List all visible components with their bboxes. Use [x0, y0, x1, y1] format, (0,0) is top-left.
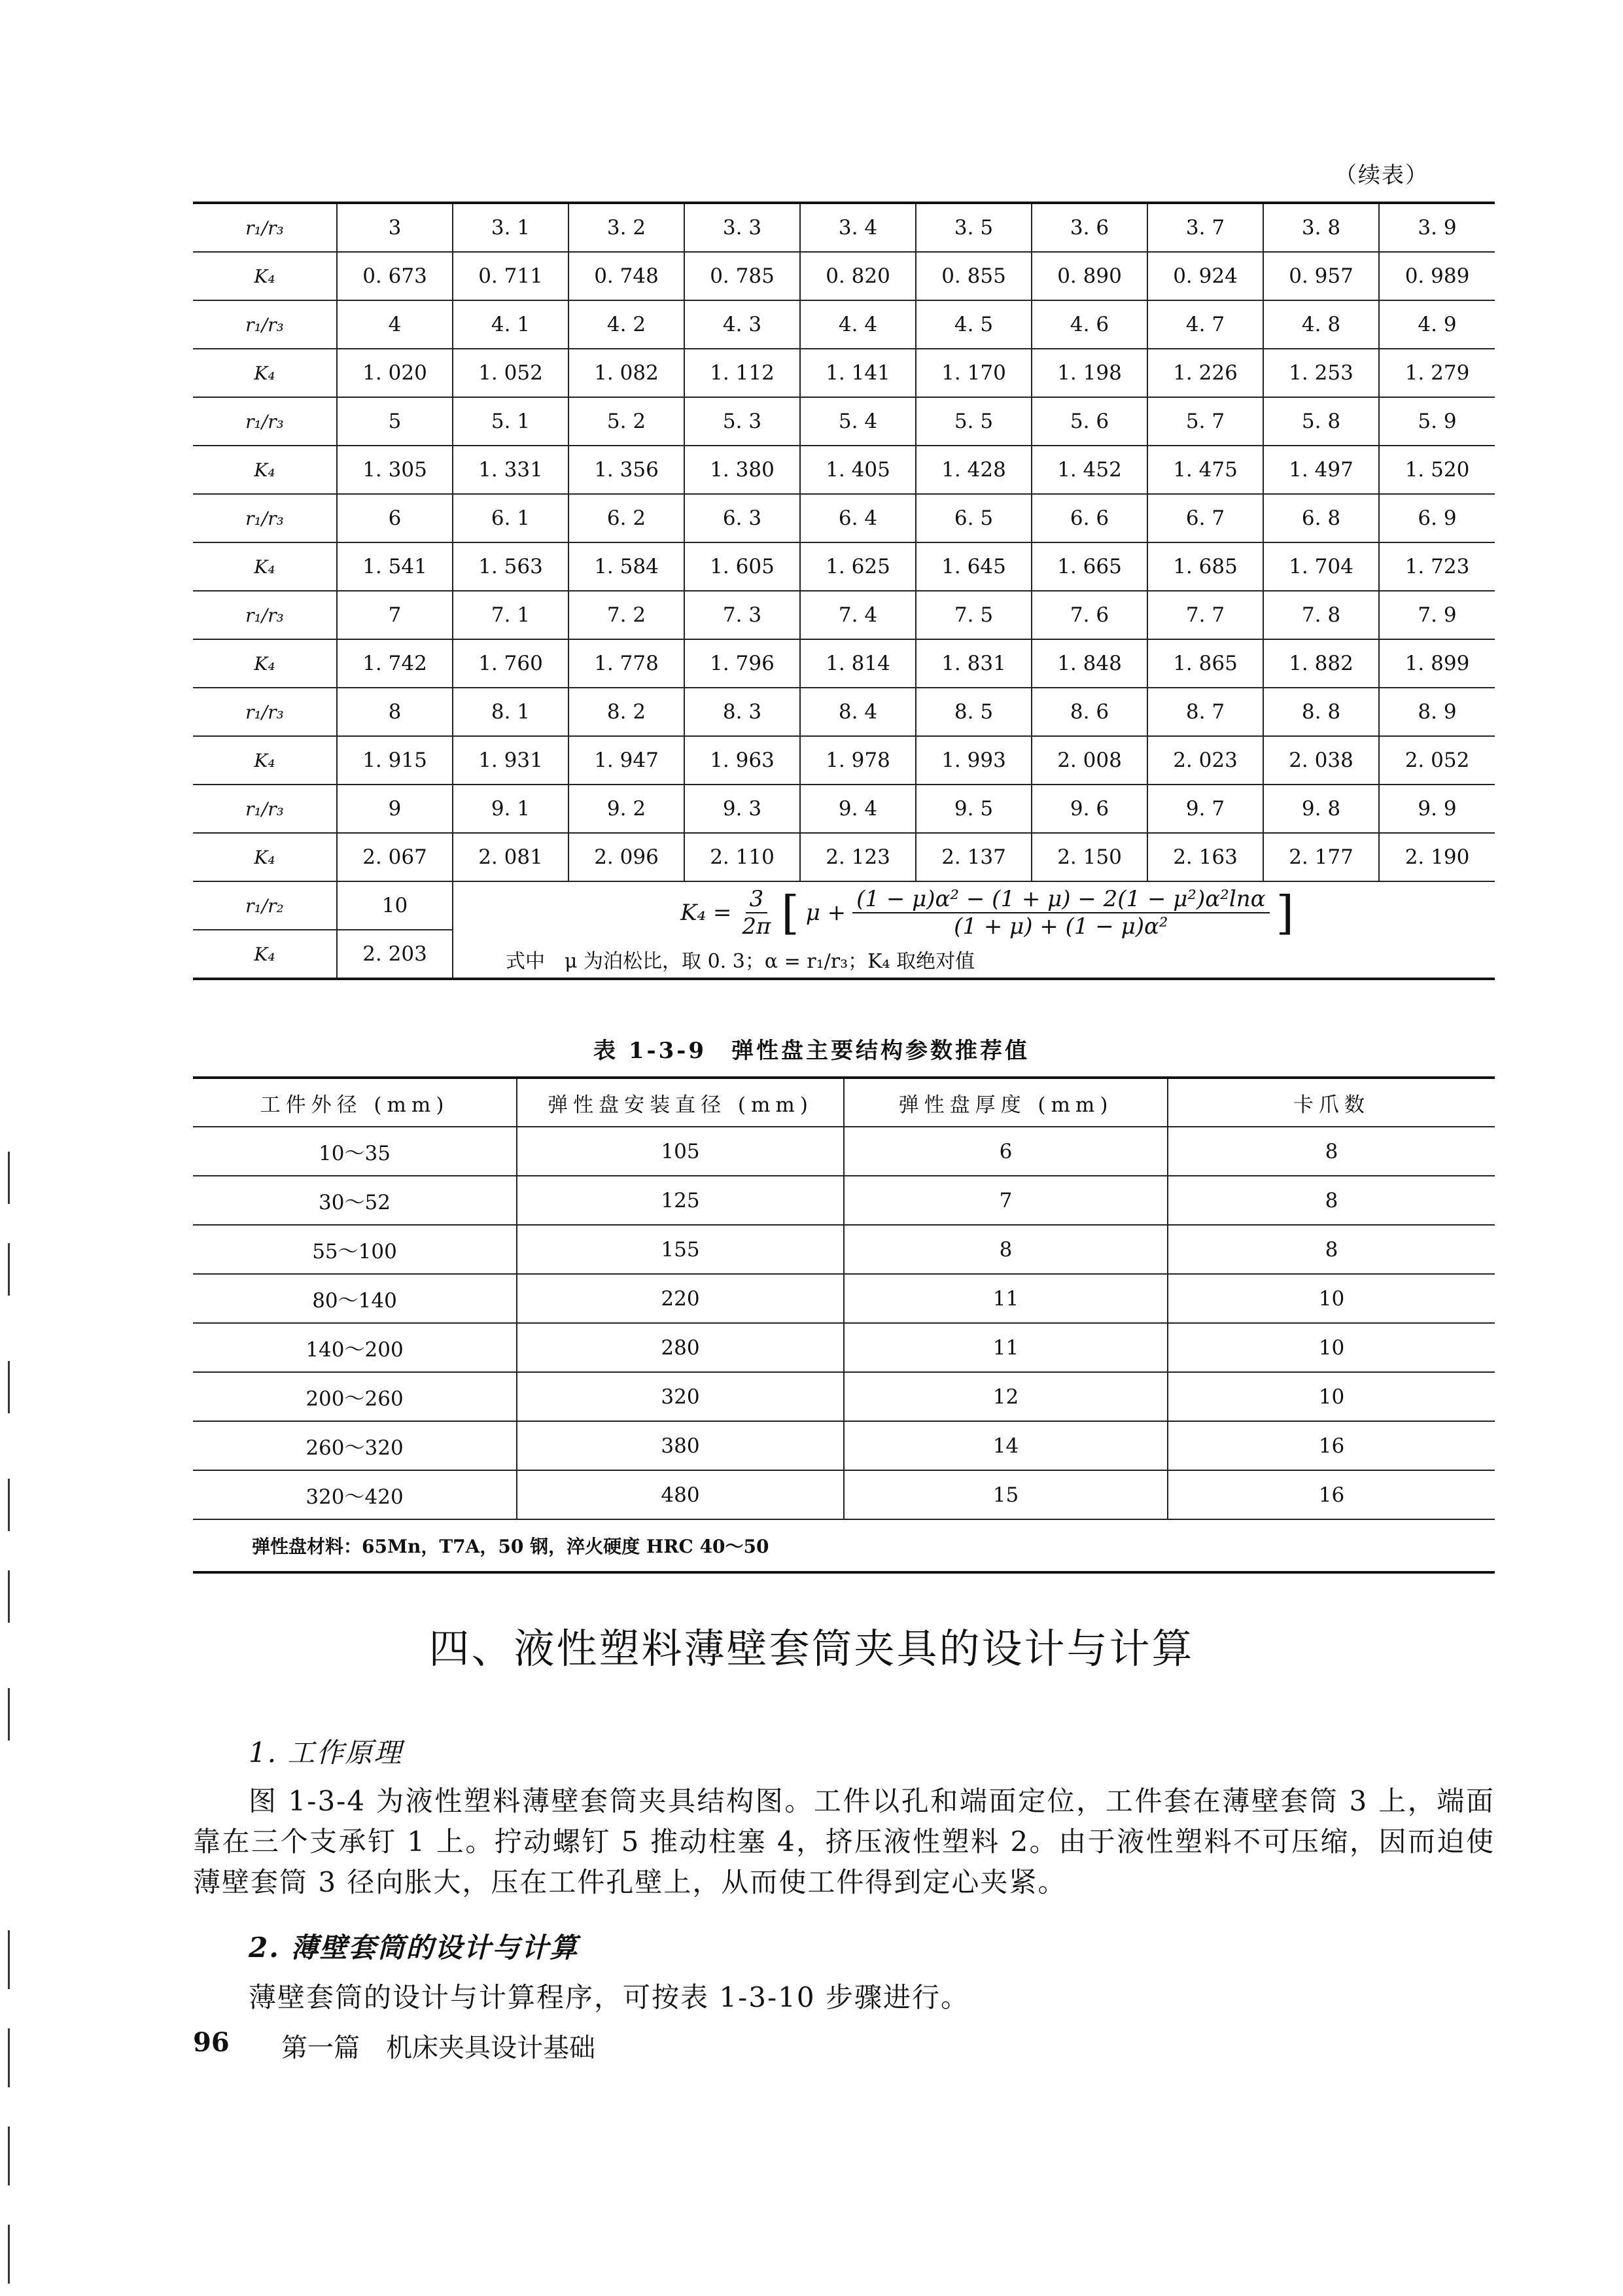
table-cell: 1. 020: [337, 349, 453, 397]
table-cell: 12: [844, 1372, 1168, 1421]
table-cell: 8. 1: [453, 688, 568, 736]
table-cell: 55～100: [193, 1225, 517, 1274]
table-cell: 3. 2: [568, 203, 684, 252]
table-cell: 1. 848: [1032, 639, 1147, 688]
k4-row: [193, 833, 1495, 881]
table-cell: 10: [1168, 1323, 1495, 1372]
row-label: K₄: [193, 833, 337, 881]
coefficient-numerator: 3: [746, 886, 768, 913]
k4-row: [193, 446, 1495, 494]
table-cell: 5. 5: [916, 397, 1032, 446]
table-cell: 2. 052: [1379, 736, 1495, 785]
table-cell: 2. 067: [337, 833, 453, 881]
table-cell: 9: [337, 785, 453, 833]
elastic-disc-parameter-table: [193, 1076, 1495, 1574]
subheading-working-principle: 1. 工作原理: [249, 1737, 403, 1769]
table-caption: 表 1-3-9 弹性盘主要结构参数推荐值: [593, 1038, 1030, 1064]
table-cell: 320: [517, 1372, 844, 1421]
table-cell: 3. 4: [800, 203, 916, 252]
table-cell: 1. 356: [568, 446, 684, 494]
scan-margin-mark: [8, 1361, 10, 1413]
table-cell: 1. 685: [1147, 542, 1263, 591]
k4-coefficient-table: [193, 202, 1495, 980]
table-cell: 1. 428: [916, 446, 1032, 494]
ratio-row: [193, 688, 1495, 736]
table-cell: 1. 947: [568, 736, 684, 785]
table-cell: 8. 2: [568, 688, 684, 736]
table-cell: 6. 5: [916, 494, 1032, 542]
table-cell: 5. 2: [568, 397, 684, 446]
table-cell: 2. 038: [1263, 736, 1379, 785]
scan-margin-mark: [8, 2028, 10, 2087]
table-cell: 1. 563: [453, 542, 568, 591]
table-cell: 6: [337, 494, 453, 542]
table-cell: 2. 123: [800, 833, 916, 881]
table-cell: 1. 625: [800, 542, 916, 591]
table-cell: 9. 8: [1263, 785, 1379, 833]
table-cell: 3. 6: [1032, 203, 1147, 252]
table-cell: 7. 3: [684, 591, 800, 639]
table-cell: 1. 305: [337, 446, 453, 494]
table-cell: 8: [1168, 1127, 1495, 1176]
section-heading: 四、液性塑料薄壁套筒夹具的设计与计算: [428, 1625, 1195, 1672]
ratio-row: [193, 591, 1495, 639]
table-cell: 8. 7: [1147, 688, 1263, 736]
table-cell: 7. 1: [453, 591, 568, 639]
ratio-row: [193, 785, 1495, 833]
k4-row: [193, 639, 1495, 688]
table-cell: 5: [337, 397, 453, 446]
right-bracket: ]: [1276, 886, 1294, 940]
table-cell: 8. 4: [800, 688, 916, 736]
table-cell: 1. 141: [800, 349, 916, 397]
table-cell: 3. 7: [1147, 203, 1263, 252]
k4-row: [193, 252, 1495, 300]
formula-lhs: K₄ =: [680, 900, 732, 926]
table-cell: 10: [1168, 1274, 1495, 1323]
row-label: K₄: [193, 930, 337, 979]
table-cell: 4. 2: [568, 300, 684, 349]
table-cell: 1. 915: [337, 736, 453, 785]
header-cell: 弹性盘安装直径 (mm): [517, 1078, 844, 1127]
table-cell: 2. 110: [684, 833, 800, 881]
table-cell: 5. 3: [684, 397, 800, 446]
table-cell: 1. 253: [1263, 349, 1379, 397]
table-cell: 10～35: [193, 1127, 517, 1176]
table-cell: 7: [337, 591, 453, 639]
table-cell: 1. 052: [453, 349, 568, 397]
table-note: 弹性盘材料：65Mn，T7A，50 钢，淬火硬度 HRC 40～50: [193, 1519, 1495, 1572]
table-cell: 6. 4: [800, 494, 916, 542]
table-cell: 10: [337, 881, 453, 930]
table-cell: 1. 605: [684, 542, 800, 591]
table-cell: 1. 226: [1147, 349, 1263, 397]
row-label: r₁/r₂: [193, 881, 337, 930]
table-cell: 0. 855: [916, 252, 1032, 300]
table-cell: 5. 7: [1147, 397, 1263, 446]
table-cell: 4. 7: [1147, 300, 1263, 349]
table-cell: 1. 778: [568, 639, 684, 688]
row-label: r₁/r₃: [193, 688, 337, 736]
row-label: r₁/r₃: [193, 785, 337, 833]
table-cell: 15: [844, 1470, 1168, 1519]
table-cell: 8: [844, 1225, 1168, 1274]
table-cell: 2. 163: [1147, 833, 1263, 881]
table-row: [193, 1323, 1495, 1372]
paragraph-working-principle: 图 1-3-4 为液性塑料薄壁套筒夹具结构图。工件以孔和端面定位，工件套在薄壁套筒 3 上，端面靠在三个支承钉 1 上。拧动螺钉 5 推动柱塞 4，挤压液性塑料 2。由于液性塑料不可压缩，因而迫使薄壁套筒 3 径向胀大，压在工件孔壁上，从而使工件得到定心夹紧。: [193, 1785, 1495, 1898]
table-cell: 1. 665: [1032, 542, 1147, 591]
table-cell: 2. 096: [568, 833, 684, 881]
table-cell: 1. 082: [568, 349, 684, 397]
continued-label: （续表）: [1335, 162, 1429, 188]
table-cell: 1. 760: [453, 639, 568, 688]
table-cell: 2. 150: [1032, 833, 1147, 881]
formula-fraction: [852, 886, 1269, 940]
row-label: K₄: [193, 736, 337, 785]
table-row: [193, 1470, 1495, 1519]
table-cell: 11: [844, 1274, 1168, 1323]
table-cell: 7: [844, 1176, 1168, 1225]
table-cell: 4. 5: [916, 300, 1032, 349]
table-cell: 9. 5: [916, 785, 1032, 833]
table-cell: 9. 7: [1147, 785, 1263, 833]
fraction-denominator: (1 + μ) + (1 − μ)α²: [954, 913, 1168, 940]
table-cell: 4. 1: [453, 300, 568, 349]
table-cell: 1. 279: [1379, 349, 1495, 397]
table-cell: 0. 748: [568, 252, 684, 300]
table-cell: 1. 112: [684, 349, 800, 397]
scan-margin-mark: [8, 2225, 10, 2284]
row-label: r₁/r₃: [193, 591, 337, 639]
table-cell: 1. 331: [453, 446, 568, 494]
fraction-numerator: (1 − μ)α² − (1 + μ) − 2(1 − μ²)α²lnα: [852, 886, 1269, 913]
scan-margin-mark: [8, 1570, 10, 1623]
table-cell: 9. 6: [1032, 785, 1147, 833]
table-cell: 7. 9: [1379, 591, 1495, 639]
table-cell: 16: [1168, 1470, 1495, 1519]
table-row: [193, 1225, 1495, 1274]
scan-margin-mark: [8, 1688, 10, 1740]
table-cell: 1. 541: [337, 542, 453, 591]
table-cell: 2. 137: [916, 833, 1032, 881]
table-cell: 8. 3: [684, 688, 800, 736]
table-cell: 9. 4: [800, 785, 916, 833]
table-cell: 1. 723: [1379, 542, 1495, 591]
row-label: K₄: [193, 542, 337, 591]
table-cell: 2. 190: [1379, 833, 1495, 881]
scan-margin-mark: [8, 1243, 10, 1296]
table-cell: 11: [844, 1323, 1168, 1372]
table-cell: 1. 963: [684, 736, 800, 785]
table-cell: 3. 8: [1263, 203, 1379, 252]
table-cell: 1. 198: [1032, 349, 1147, 397]
table-cell: 1. 452: [1032, 446, 1147, 494]
table-cell: 260～320: [193, 1421, 517, 1470]
table-cell: 1. 882: [1263, 639, 1379, 688]
table-cell: 1. 978: [800, 736, 916, 785]
table-cell: 0. 890: [1032, 252, 1147, 300]
k4-formula: [480, 886, 1495, 940]
table-cell: 6. 8: [1263, 494, 1379, 542]
table-note-row: [193, 1519, 1495, 1572]
table-cell: 320～420: [193, 1470, 517, 1519]
table-row: [193, 1372, 1495, 1421]
ratio-row: [193, 397, 1495, 446]
table-cell: 3. 1: [453, 203, 568, 252]
k4-row: [193, 736, 1495, 785]
table-cell: 1. 742: [337, 639, 453, 688]
table-cell: 140～200: [193, 1323, 517, 1372]
table-cell: 4: [337, 300, 453, 349]
table-cell: 1. 497: [1263, 446, 1379, 494]
table-cell: 8. 9: [1379, 688, 1495, 736]
table-cell: 1. 584: [568, 542, 684, 591]
table-cell: 5. 4: [800, 397, 916, 446]
table-cell: 3. 9: [1379, 203, 1495, 252]
ratio-row: [193, 494, 1495, 542]
table-cell: 6. 7: [1147, 494, 1263, 542]
table-cell: 1. 520: [1379, 446, 1495, 494]
table-cell: 8: [1168, 1176, 1495, 1225]
formula-note: 式中 μ 为泊松比，取 0. 3；α = r₁/r₃；K₄ 取绝对值: [506, 950, 975, 973]
table-header-row: [193, 1078, 1495, 1127]
table-cell: 80～140: [193, 1274, 517, 1323]
table-cell: 8: [1168, 1225, 1495, 1274]
table-row: [193, 1176, 1495, 1225]
table-cell: 8. 8: [1263, 688, 1379, 736]
table-cell: 9. 9: [1379, 785, 1495, 833]
table-cell: 6. 2: [568, 494, 684, 542]
table-cell: 125: [517, 1176, 844, 1225]
table-cell: 200～260: [193, 1372, 517, 1421]
row-label: K₄: [193, 349, 337, 397]
header-cell: 弹性盘厚度 (mm): [844, 1078, 1168, 1127]
left-bracket: [: [781, 886, 799, 940]
table-cell: 9. 2: [568, 785, 684, 833]
row-label: r₁/r₃: [193, 494, 337, 542]
table-cell: 0. 820: [800, 252, 916, 300]
row-label: r₁/r₃: [193, 397, 337, 446]
scan-margin-mark: [8, 1930, 10, 1989]
table-cell: 9. 3: [684, 785, 800, 833]
table-cell: 2. 081: [453, 833, 568, 881]
table-cell: 1. 865: [1147, 639, 1263, 688]
table-cell: 1. 796: [684, 639, 800, 688]
table-cell: 30～52: [193, 1176, 517, 1225]
table-cell: 480: [517, 1470, 844, 1519]
k4-row: [193, 542, 1495, 591]
table-cell: 1. 645: [916, 542, 1032, 591]
scan-margin-mark: [8, 1479, 10, 1531]
ratio-row: [193, 203, 1495, 252]
table-cell: 16: [1168, 1421, 1495, 1470]
table-row: [193, 1127, 1495, 1176]
table-cell: 5. 9: [1379, 397, 1495, 446]
table-cell: 3: [337, 203, 453, 252]
table-cell: 6. 1: [453, 494, 568, 542]
table-cell: 2. 203: [337, 930, 453, 979]
table-cell: 4. 9: [1379, 300, 1495, 349]
table-cell: 2. 177: [1263, 833, 1379, 881]
row-label: K₄: [193, 639, 337, 688]
page-number: 96: [193, 2027, 230, 2058]
table-cell: 6. 6: [1032, 494, 1147, 542]
header-cell: 工件外径 (mm): [193, 1078, 517, 1127]
footer-title: 第一篇 机床夹具设计基础: [281, 2033, 595, 2063]
row-label: K₄: [193, 252, 337, 300]
table-cell: 5. 6: [1032, 397, 1147, 446]
table-cell: 10: [1168, 1372, 1495, 1421]
table-cell: 5. 1: [453, 397, 568, 446]
table-row: [193, 1274, 1495, 1323]
table-cell: 280: [517, 1323, 844, 1372]
subheading-sleeve-design: 2. 薄壁套筒的设计与计算: [249, 1932, 579, 1964]
row-label: r₁/r₃: [193, 203, 337, 252]
k4-row: [193, 349, 1495, 397]
table-cell: 105: [517, 1127, 844, 1176]
scan-margin-mark: [8, 2127, 10, 2185]
table-cell: 7. 6: [1032, 591, 1147, 639]
header-cell: 卡爪数: [1168, 1078, 1495, 1127]
table-cell: 8: [337, 688, 453, 736]
table-cell: 220: [517, 1274, 844, 1323]
table-row: [193, 1421, 1495, 1470]
table-cell: 1. 380: [684, 446, 800, 494]
table-cell: 1. 170: [916, 349, 1032, 397]
table-cell: 380: [517, 1421, 844, 1470]
table-cell: 7. 8: [1263, 591, 1379, 639]
table-cell: 1. 704: [1263, 542, 1379, 591]
table-cell: 14: [844, 1421, 1168, 1470]
table-cell: 4. 4: [800, 300, 916, 349]
table-cell: 3. 3: [684, 203, 800, 252]
table-cell: 3. 5: [916, 203, 1032, 252]
table-cell: 9. 1: [453, 785, 568, 833]
table-cell: 1. 405: [800, 446, 916, 494]
table-cell: 4. 8: [1263, 300, 1379, 349]
table-cell: 7. 4: [800, 591, 916, 639]
row-label: r₁/r₃: [193, 300, 337, 349]
scan-margin-mark: [8, 1152, 10, 1204]
table-cell: 0. 673: [337, 252, 453, 300]
table-cell: 8. 6: [1032, 688, 1147, 736]
formula-coefficient: [738, 886, 775, 940]
table-cell: 1. 899: [1379, 639, 1495, 688]
table-cell: 4. 6: [1032, 300, 1147, 349]
table-cell: 7. 2: [568, 591, 684, 639]
table-cell: 2. 008: [1032, 736, 1147, 785]
row-label: K₄: [193, 446, 337, 494]
formula-cell: [453, 881, 1495, 979]
table-cell: 6. 9: [1379, 494, 1495, 542]
table-cell: 0. 711: [453, 252, 568, 300]
table-cell: 1. 814: [800, 639, 916, 688]
table-cell: 155: [517, 1225, 844, 1274]
table-cell: 0. 924: [1147, 252, 1263, 300]
table-cell: 0. 957: [1263, 252, 1379, 300]
table-cell: 1. 831: [916, 639, 1032, 688]
table-cell: 1. 993: [916, 736, 1032, 785]
ratio-row: [193, 881, 1495, 930]
table-cell: 0. 785: [684, 252, 800, 300]
table-cell: 6. 3: [684, 494, 800, 542]
coefficient-denominator: 2π: [742, 913, 771, 940]
table-cell: 0. 989: [1379, 252, 1495, 300]
formula-mu-term: μ +: [805, 900, 846, 926]
table-cell: 7. 5: [916, 591, 1032, 639]
table-cell: 7. 7: [1147, 591, 1263, 639]
ratio-row: [193, 300, 1495, 349]
table-cell: 4. 3: [684, 300, 800, 349]
table-cell: 6: [844, 1127, 1168, 1176]
table-cell: 1. 475: [1147, 446, 1263, 494]
table-cell: 2. 023: [1147, 736, 1263, 785]
table-cell: 5. 8: [1263, 397, 1379, 446]
table-cell: 1. 931: [453, 736, 568, 785]
paragraph-sleeve-design: 薄壁套筒的设计与计算程序，可按表 1-3-10 步骤进行。: [249, 1981, 969, 2013]
table-cell: 8. 5: [916, 688, 1032, 736]
